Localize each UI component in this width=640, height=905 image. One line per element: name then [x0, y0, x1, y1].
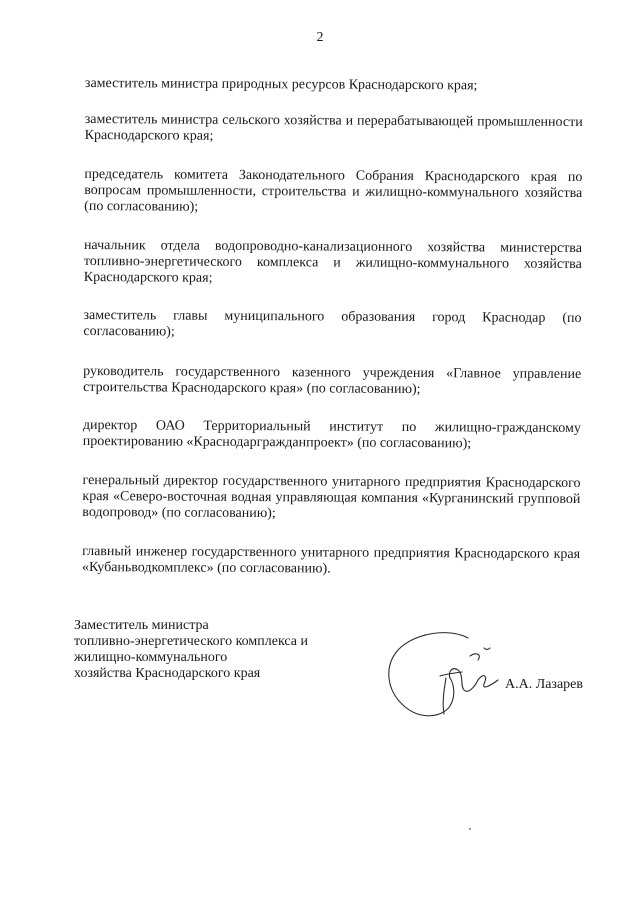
- signatory-title-line: Заместитель министра: [74, 618, 209, 633]
- list-item: главный инженер государственного унитарного предприятия Краснодарского края «Кубаньводкомплекс» (по согласованию).: [81, 543, 581, 577]
- handwritten-signature: [380, 628, 505, 728]
- signatory-title-line: топливно-энергетического комплекса и: [74, 634, 308, 649]
- list-item: заместитель министра природных ресурсов Краснодарского края;: [84, 76, 478, 94]
- list-item: руководитель государственного казенного учреждения «Главное управление строительства Краснодарского края» (по согласованию);: [83, 363, 582, 398]
- list-item: председатель комитета Законодательного Собрания Краснодарского края по вопросам промышленности, строительства и жилищно-коммунального хозяйства (по согласованию);: [84, 166, 583, 215]
- page-number: 2: [316, 30, 324, 45]
- signatory-title-line: хозяйства Краснодарского края: [74, 666, 261, 681]
- list-item: начальник отдела водопроводно-канализационного хозяйства министерства топливно-энергетического комплекса и жилищно-коммунального хозяйства Краснодарского края;: [83, 237, 583, 286]
- list-item: генеральный директор государственного унитарного предприятия Краснодарского края «Северо-восточная водная управляющая компания «Курганинский групповой водопровод» (по согласованию);: [82, 472, 581, 522]
- scan-speck: [469, 828, 471, 830]
- signatory-title: [74, 618, 374, 682]
- list-item: заместитель главы муниципального образования город Краснодар (по согласованию);: [83, 307, 582, 340]
- signatory-name: А.А. Лазарев: [505, 677, 583, 692]
- list-item: заместитель министра сельского хозяйства и перерабатывающей промышленности Краснодарского края;: [84, 111, 583, 144]
- signatory-title-line: жилищно-коммунального: [74, 650, 228, 665]
- list-item: директор ОАО Территориальный институт по жилищно-гражданскому проектированию «Краснодаргражданпроект» (по согласованию);: [82, 417, 581, 452]
- members-list: [82, 76, 583, 579]
